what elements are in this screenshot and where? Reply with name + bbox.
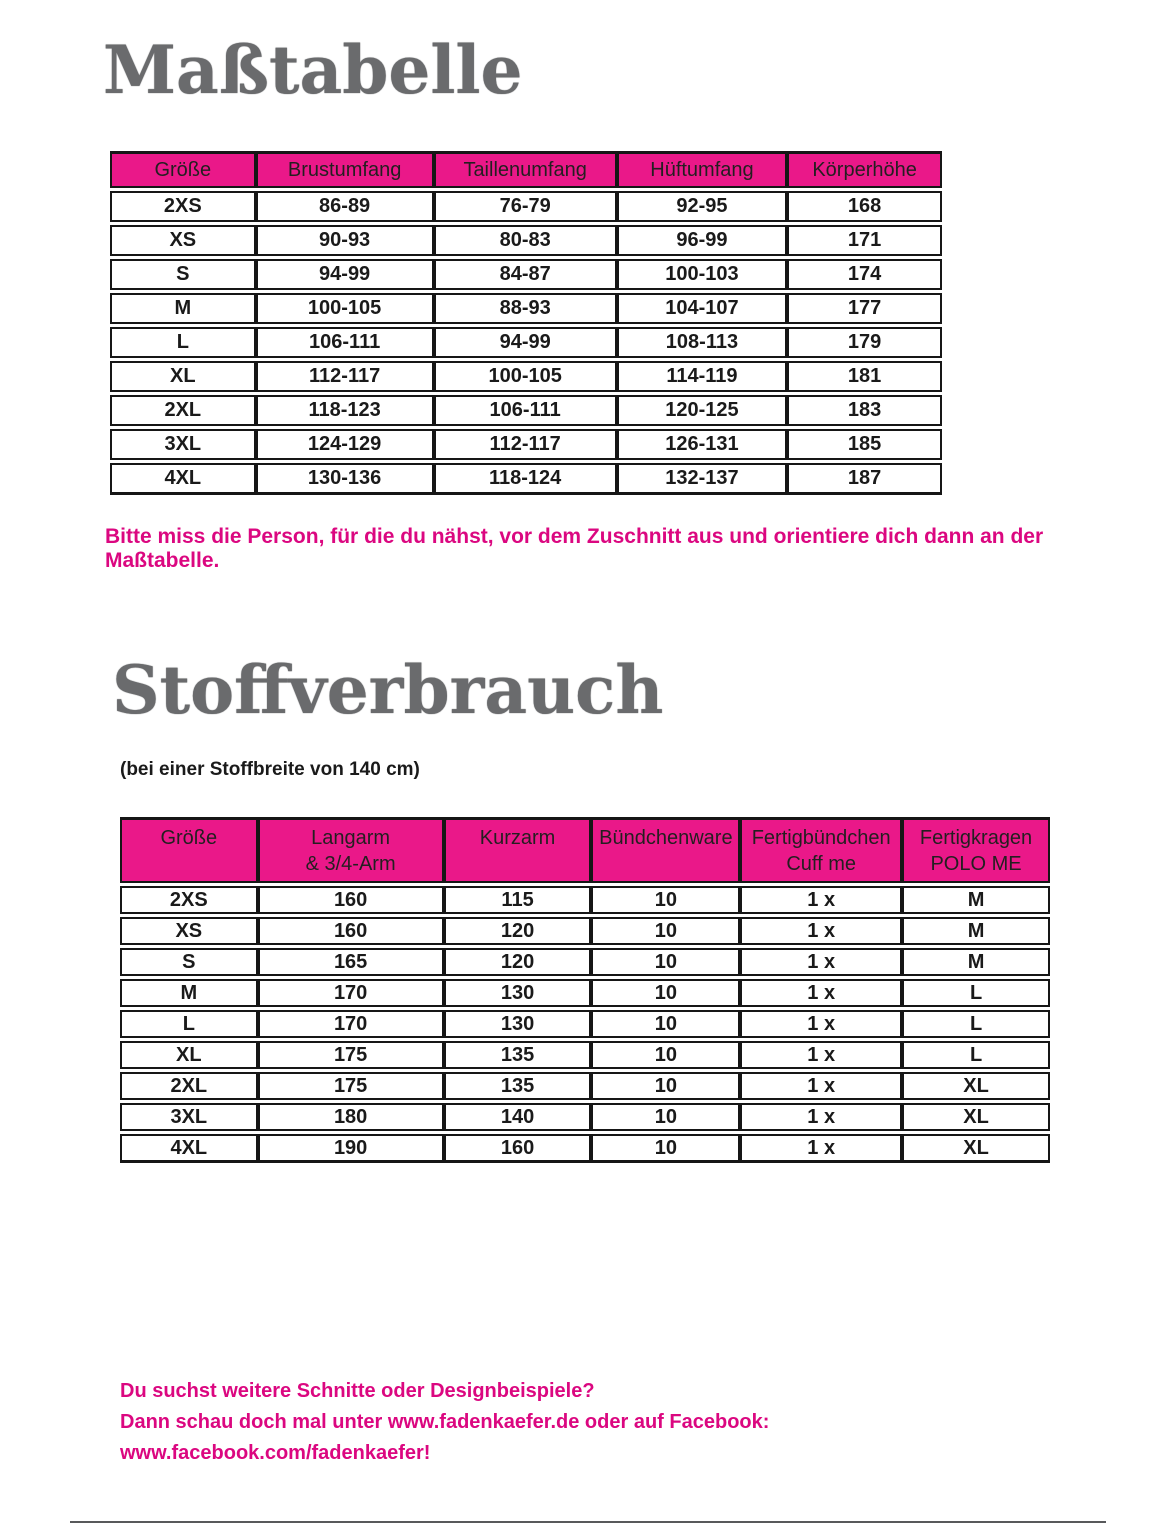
size-cell: 4XL	[110, 463, 256, 495]
value-cell: 1 x	[740, 917, 902, 945]
value-cell: 10	[591, 886, 740, 914]
value-cell: 10	[591, 1072, 740, 1100]
size-cell: 2XS	[110, 191, 256, 222]
column-header-brustumfang: Brustumfang	[256, 151, 434, 188]
value-cell: 88-93	[434, 293, 617, 324]
value-cell: 165	[258, 948, 444, 976]
table-row	[120, 1072, 1050, 1100]
column-header-groesse	[120, 817, 258, 883]
stoffverbrauch-title: Stoffverbrauch	[112, 651, 664, 729]
column-header-line2: Cuff me	[786, 853, 857, 875]
value-cell: 120	[444, 948, 592, 976]
value-cell: 168	[787, 191, 942, 222]
value-cell: 171	[787, 225, 942, 256]
size-cell: S	[120, 948, 258, 976]
value-cell: 10	[591, 979, 740, 1007]
size-cell: L	[120, 1010, 258, 1038]
table-row	[120, 1041, 1050, 1069]
value-cell: 130-136	[256, 463, 434, 495]
value-cell: XL	[902, 1072, 1050, 1100]
value-cell: 180	[258, 1103, 444, 1131]
value-cell: 126-131	[617, 429, 788, 460]
value-cell: 84-87	[434, 259, 617, 290]
value-cell: 174	[787, 259, 942, 290]
column-header-line1: Bündchenware	[599, 827, 733, 849]
size-cell: S	[110, 259, 256, 290]
table-row	[120, 886, 1050, 914]
value-cell: 100-103	[617, 259, 788, 290]
fabric-table-header-row	[120, 817, 1050, 883]
footer-note-line1: Du suchst weitere Schnitte oder Designbeispiele?	[120, 1380, 595, 1402]
value-cell: XL	[902, 1103, 1050, 1131]
measurement-table	[110, 148, 942, 498]
value-cell: 100-105	[434, 361, 617, 392]
value-cell: L	[902, 1010, 1050, 1038]
value-cell: 114-119	[617, 361, 788, 392]
value-cell: 1 x	[740, 886, 902, 914]
column-header-taillenumfang: Taillenumfang	[434, 151, 617, 188]
value-cell: 175	[258, 1041, 444, 1069]
measurement-table-header-row	[110, 151, 942, 188]
value-cell: 130	[444, 979, 592, 1007]
table-row	[120, 917, 1050, 945]
value-cell: M	[902, 917, 1050, 945]
value-cell: 181	[787, 361, 942, 392]
value-cell: 1 x	[740, 979, 902, 1007]
value-cell: 135	[444, 1041, 592, 1069]
table-row	[110, 395, 942, 426]
value-cell: XL	[902, 1134, 1050, 1163]
value-cell: 190	[258, 1134, 444, 1163]
table-row	[120, 948, 1050, 976]
measure-instruction-note: Bitte miss die Person, für die du nähst, vor dem Zuschnitt aus und orientiere dich dann an der Maßtabelle.	[105, 525, 1044, 572]
size-cell: M	[110, 293, 256, 324]
table-row	[110, 293, 942, 324]
value-cell: M	[902, 948, 1050, 976]
value-cell: 1 x	[740, 1010, 902, 1038]
value-cell: 10	[591, 1010, 740, 1038]
value-cell: 108-113	[617, 327, 788, 358]
value-cell: 80-83	[434, 225, 617, 256]
table-row	[110, 327, 942, 358]
value-cell: 130	[444, 1010, 592, 1038]
value-cell: 100-105	[256, 293, 434, 324]
column-header-langarm	[258, 817, 444, 883]
column-header-fertigkragen	[902, 817, 1050, 883]
fabric-table-body	[120, 886, 1050, 1163]
footer-note-line2: Dann schau doch mal unter www.fadenkaefer.de oder auf Facebook: www.facebook.com/fadenkaefer!	[120, 1411, 770, 1464]
column-header-line2: POLO ME	[930, 853, 1022, 875]
value-cell: 90-93	[256, 225, 434, 256]
value-cell: 160	[444, 1134, 592, 1163]
column-header-fertigbuendchen	[740, 817, 902, 883]
table-row	[120, 979, 1050, 1007]
fabric-width-subtitle: (bei einer Stoffbreite von 140 cm)	[120, 759, 420, 780]
value-cell: 132-137	[617, 463, 788, 495]
value-cell: 115	[444, 886, 592, 914]
fabric-consumption-table	[120, 814, 1050, 1166]
footer-rule	[70, 1521, 1106, 1523]
value-cell: 96-99	[617, 225, 788, 256]
value-cell: 76-79	[434, 191, 617, 222]
value-cell: 10	[591, 917, 740, 945]
table-row	[110, 463, 942, 495]
table-row	[110, 361, 942, 392]
value-cell: 1 x	[740, 948, 902, 976]
value-cell: 118-124	[434, 463, 617, 495]
value-cell: 170	[258, 979, 444, 1007]
size-cell: L	[110, 327, 256, 358]
table-row	[120, 1010, 1050, 1038]
value-cell: 106-111	[434, 395, 617, 426]
value-cell: 94-99	[434, 327, 617, 358]
value-cell: 177	[787, 293, 942, 324]
table-row	[110, 191, 942, 222]
value-cell: 1 x	[740, 1072, 902, 1100]
value-cell: 112-117	[256, 361, 434, 392]
measurement-table-body	[110, 191, 942, 495]
value-cell: 124-129	[256, 429, 434, 460]
size-cell: 2XL	[110, 395, 256, 426]
size-cell: XS	[110, 225, 256, 256]
size-cell: XS	[120, 917, 258, 945]
value-cell: 1 x	[740, 1134, 902, 1163]
table-row	[120, 1134, 1050, 1163]
size-cell: 3XL	[120, 1103, 258, 1131]
size-cell: XL	[120, 1041, 258, 1069]
value-cell: 120-125	[617, 395, 788, 426]
value-cell: 10	[591, 1134, 740, 1163]
value-cell: 104-107	[617, 293, 788, 324]
value-cell: 106-111	[256, 327, 434, 358]
value-cell: 86-89	[256, 191, 434, 222]
size-cell: 3XL	[110, 429, 256, 460]
column-header-hueftumfang: Hüftumfang	[617, 151, 788, 188]
size-cell: 4XL	[120, 1134, 258, 1163]
column-header-line1: Größe	[160, 827, 218, 849]
value-cell: 10	[591, 1103, 740, 1131]
value-cell: 185	[787, 429, 942, 460]
value-cell: M	[902, 886, 1050, 914]
column-header-line1: Kurzarm	[479, 827, 556, 849]
value-cell: 160	[258, 886, 444, 914]
column-header-groesse: Größe	[110, 151, 256, 188]
table-row	[110, 225, 942, 256]
value-cell: 135	[444, 1072, 592, 1100]
table-row	[110, 259, 942, 290]
column-header-buendchenware	[591, 817, 740, 883]
column-header-kurzarm	[444, 817, 592, 883]
value-cell: 10	[591, 948, 740, 976]
column-header-koerperhoehe: Körperhöhe	[787, 151, 942, 188]
size-cell: 2XL	[120, 1072, 258, 1100]
size-cell: M	[120, 979, 258, 1007]
masstabelle-title: Maßtabelle	[103, 31, 523, 109]
value-cell: L	[902, 1041, 1050, 1069]
column-header-line1: Fertigkragen	[919, 827, 1033, 849]
value-cell: 187	[787, 463, 942, 495]
value-cell: L	[902, 979, 1050, 1007]
column-header-line2: & 3/4-Arm	[305, 853, 396, 875]
value-cell: 179	[787, 327, 942, 358]
table-row	[120, 1103, 1050, 1131]
column-header-line1: Fertigbündchen	[751, 827, 891, 849]
value-cell: 118-123	[256, 395, 434, 426]
value-cell: 10	[591, 1041, 740, 1069]
value-cell: 92-95	[617, 191, 788, 222]
footer-note	[120, 1376, 1080, 1469]
value-cell: 94-99	[256, 259, 434, 290]
table-row	[110, 429, 942, 460]
value-cell: 120	[444, 917, 592, 945]
value-cell: 1 x	[740, 1041, 902, 1069]
column-header-line1: Langarm	[311, 827, 391, 849]
value-cell: 1 x	[740, 1103, 902, 1131]
size-cell: 2XS	[120, 886, 258, 914]
value-cell: 183	[787, 395, 942, 426]
value-cell: 112-117	[434, 429, 617, 460]
value-cell: 175	[258, 1072, 444, 1100]
size-cell: XL	[110, 361, 256, 392]
value-cell: 170	[258, 1010, 444, 1038]
value-cell: 160	[258, 917, 444, 945]
value-cell: 140	[444, 1103, 592, 1131]
